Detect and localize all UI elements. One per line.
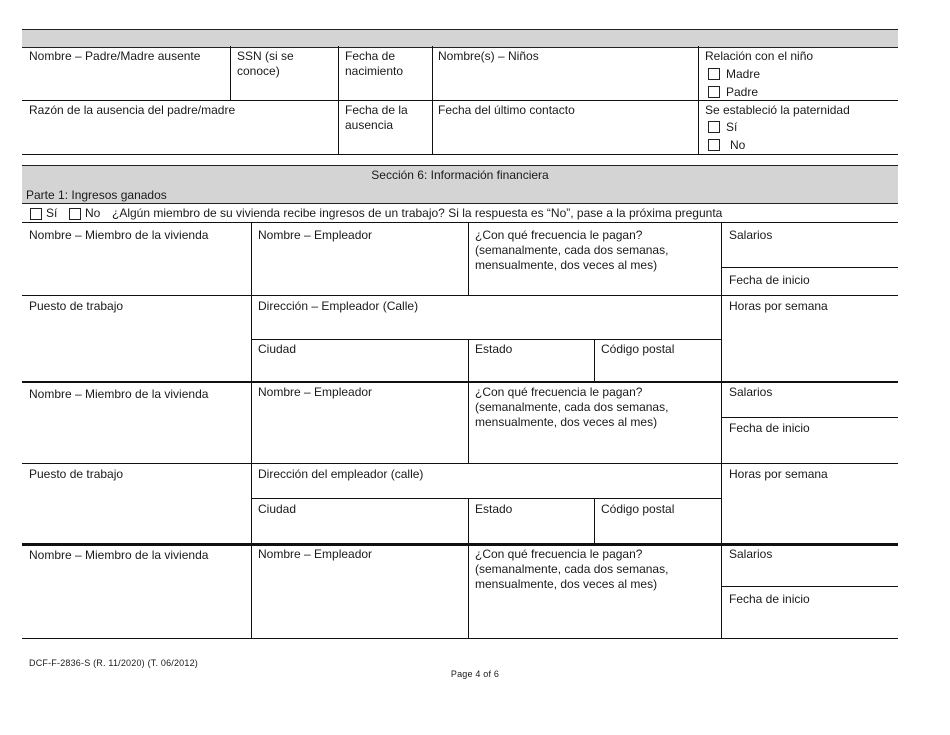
start-date-label: Fecha de inicio — [729, 273, 810, 287]
divider — [721, 586, 898, 587]
father-label: Padre — [726, 85, 759, 99]
divider — [721, 222, 722, 381]
job-title-label: Puesto de trabajo — [29, 299, 124, 313]
absence-reason-label: Razón de la ausencia del padre/madre — [29, 103, 236, 117]
earned-income-yes-checkbox[interactable] — [30, 208, 42, 220]
birth-date-label: Fecha de nacimiento — [345, 49, 404, 78]
employer-address-label: Dirección del empleador (calle) — [258, 467, 424, 481]
divider — [230, 46, 231, 100]
divider — [22, 295, 898, 296]
divider — [721, 417, 898, 418]
divider — [251, 339, 721, 340]
zip-label: Código postal — [601, 502, 675, 516]
paternity-no-label: No — [730, 138, 746, 152]
city-label: Ciudad — [258, 502, 297, 516]
pay-frequency-label: ¿Con qué frecuencia le pagan? (semanalmente, cada dos semanas, mensualmente, dos veces al mes) — [475, 228, 669, 272]
employer-name-label: Nombre – Empleador — [258, 228, 373, 242]
divider — [251, 222, 252, 381]
mother-label: Madre — [726, 67, 761, 81]
divider — [721, 383, 722, 543]
section-header-bar — [22, 29, 898, 48]
part-1-title: Parte 1: Ingresos ganados — [26, 188, 167, 202]
earned-income-no-checkbox[interactable] — [69, 208, 81, 220]
divider — [251, 383, 252, 543]
hours-per-week-label: Horas por semana — [729, 467, 828, 481]
form-id: DCF-F-2836-S (R. 11/2020) (T. 06/2012) — [29, 658, 198, 668]
divider — [22, 154, 898, 155]
divider — [468, 339, 469, 381]
divider — [22, 543, 898, 546]
divider — [338, 46, 339, 154]
divider — [594, 339, 595, 381]
employer-name-label: Nombre – Empleador — [258, 547, 373, 561]
page-number: Page 4 of 6 — [450, 669, 500, 679]
divider — [594, 498, 595, 543]
member-name-label: Nombre – Miembro de la vivienda — [29, 387, 209, 401]
section-6-title: Sección 6: Información financiera — [371, 168, 549, 182]
start-date-label: Fecha de inicio — [729, 592, 810, 606]
job-title-label: Puesto de trabajo — [29, 467, 124, 481]
state-label: Estado — [475, 342, 513, 356]
ssn-label: SSN (si se conoce) — [237, 49, 294, 78]
pay-frequency-label: ¿Con qué frecuencia le pagan? (semanalmente, cada dos semanas, mensualmente, dos veces al mes) — [475, 547, 669, 591]
children-names-label: Nombre(s) – Niños — [438, 49, 539, 63]
last-contact-label: Fecha del último contacto — [438, 103, 575, 117]
member-name-label: Nombre – Miembro de la vivienda — [29, 548, 209, 562]
earned-income-question: ¿Algún miembro de su vivienda recibe ingresos de un trabajo? Si la respuesta es “No”, pase a la próxima pregunta — [112, 206, 723, 220]
employer-address-label: Dirección – Empleador (Calle) — [258, 299, 419, 313]
wages-label: Salarios — [729, 547, 773, 561]
employer-name-label: Nombre – Empleador — [258, 385, 373, 399]
start-date-label: Fecha de inicio — [729, 421, 810, 435]
divider — [468, 222, 469, 295]
divider — [468, 546, 469, 638]
relationship-label: Relación con el niño — [705, 49, 814, 63]
divider — [721, 267, 898, 268]
earned-income-yes-label: Sí — [46, 206, 58, 220]
zip-label: Código postal — [601, 342, 675, 356]
divider — [468, 498, 469, 543]
state-label: Estado — [475, 502, 513, 516]
divider — [22, 222, 898, 223]
divider — [698, 46, 699, 154]
member-name-label: Nombre – Miembro de la vivienda — [29, 228, 209, 242]
hours-per-week-label: Horas por semana — [729, 299, 828, 313]
divider — [251, 498, 721, 499]
absence-date-label: Fecha de la ausencia — [345, 103, 408, 132]
earned-income-no-label: No — [85, 206, 101, 220]
divider — [22, 463, 898, 464]
paternity-label: Se estableció la paternidad — [705, 103, 850, 117]
divider — [22, 381, 898, 383]
paternity-yes-checkbox[interactable] — [708, 121, 720, 133]
father-checkbox[interactable] — [708, 86, 720, 98]
paternity-yes-label: Sí — [726, 120, 738, 134]
city-label: Ciudad — [258, 342, 297, 356]
divider — [251, 546, 252, 638]
divider — [721, 546, 722, 638]
divider — [468, 383, 469, 463]
wages-label: Salarios — [729, 228, 773, 242]
wages-label: Salarios — [729, 385, 773, 399]
divider — [22, 638, 898, 639]
absent-parent-name-label: Nombre – Padre/Madre ausente — [29, 49, 201, 63]
divider — [432, 46, 433, 154]
mother-checkbox[interactable] — [708, 68, 720, 80]
paternity-no-checkbox[interactable] — [708, 139, 720, 151]
divider — [22, 100, 898, 101]
pay-frequency-label: ¿Con qué frecuencia le pagan? (semanalmente, cada dos semanas, mensualmente, dos veces al mes) — [475, 385, 669, 429]
